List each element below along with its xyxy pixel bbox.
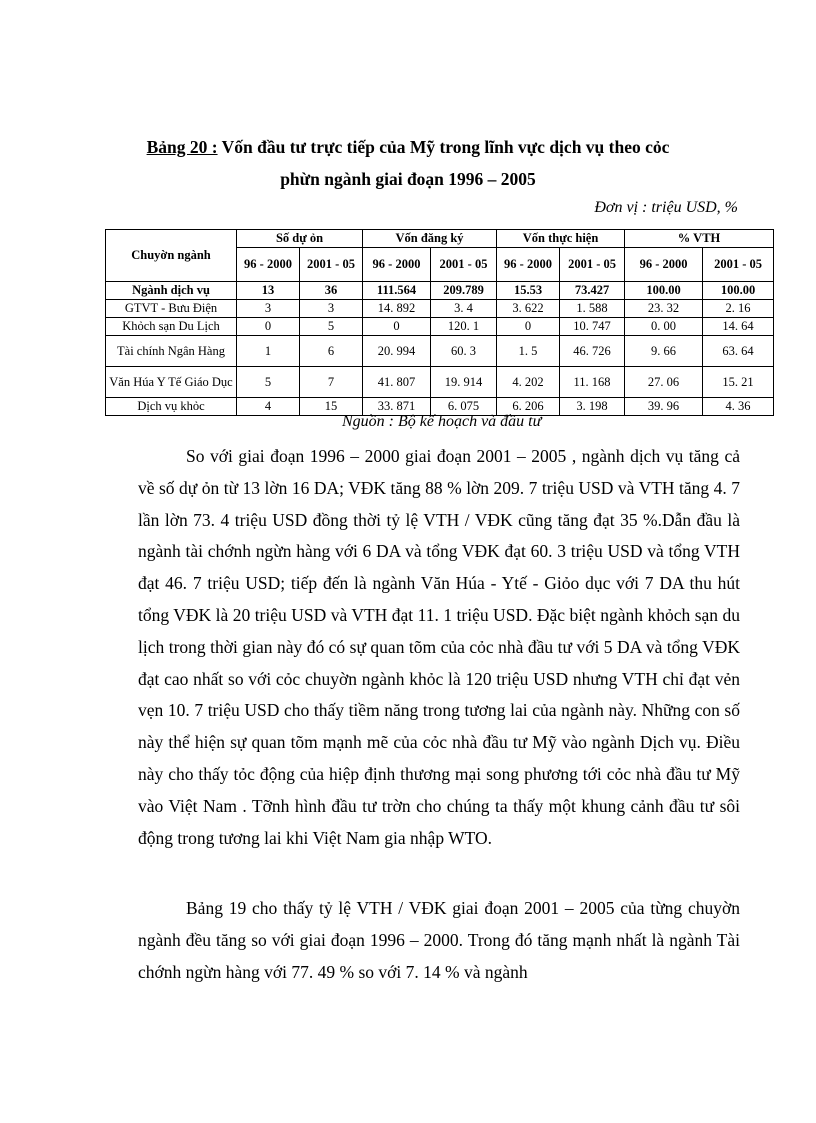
table-row [106,318,774,336]
table-cell: 46. 726 [560,336,625,367]
table-cell: 39. 96 [625,398,703,416]
table-cell: 100.00 [625,282,703,300]
table-cell: 3. 198 [560,398,625,416]
table-cell: 120. 1 [431,318,497,336]
table-cell: 100.00 [703,282,774,300]
table-cell: 0 [363,318,431,336]
table-cell: 0 [497,318,560,336]
table-cell: 4. 202 [497,367,560,398]
table-cell: 20. 994 [363,336,431,367]
row-label: Văn Húa Y Tế Giáo Dục [106,367,237,398]
table-cell: 1. 5 [497,336,560,367]
table-cell: 63. 64 [703,336,774,367]
table-cell: 10. 747 [560,318,625,336]
table-cell: 19. 914 [431,367,497,398]
header-group-projects: Số dự ỏn [237,230,363,248]
header-group-vth-percent: % VTH [625,230,774,248]
table-cell: 4. 36 [703,398,774,416]
table-cell: 11. 168 [560,367,625,398]
table-cell: 3. 622 [497,300,560,318]
table-cell: 5 [237,367,300,398]
table-cell: 23. 32 [625,300,703,318]
table-cell: 6 [300,336,363,367]
table-title [80,131,736,195]
table-cell: 1 [237,336,300,367]
table-cell: 15.53 [497,282,560,300]
table-cell: 41. 807 [363,367,431,398]
investment-table [105,229,774,416]
row-label: GTVT - Bưu Điện [106,300,237,318]
body-paragraph: So với giai đoạn 1996 – 2000 giai đoạn 2001 – 2005 , ngành dịch vụ tăng cả về số dự ỏn từ 13 lờn 16 DA; VĐK tăng 88 % lờn 209. 7 triệu USD và VTH tăng 4. 7 lần lờn 73. 4 triệu USD đồng thời tỷ lệ VTH / VĐK cũng tăng đạt 35 %.Dẫn đầu là ngành tài chớnh ngừn hàng với 6 DA và tổng VĐK đạt 60. 3 triệu USD và tổng VTH đạt 46. 7 triệu USD; tiếp đến là ngành Văn Húa - Ytế - Giỏo dục với 7 DA thu hút tổng VĐK là 20 triệu USD và VTH đạt 11. 1 triệu USD. Đặc biệt ngành khỏch sạn du lịch trong thời gian này đó có sự quan tõm của cỏc nhà đầu tư với 5 DA và tổng VĐK đạt cao nhất so với cỏc chuyờn ngành khỏc là 120 triệu USD nhưng VTH chỉ đạt vẻn vẹn 10. 7 triệu USD cho thấy tiềm năng trong tương lai của ngành này. Những con số này thể hiện sự quan tõm mạnh mẽ của cỏc nhà đầu tư Mỹ vào ngành Dịch vụ. Điều này cho thấy tỏc động của hiệp định thương mại song phương tới cỏc nhà đầu tư Mỹ vào Việt Nam . Tỡnh hình đầu tư trờn cho chúng ta thấy một khung cảnh đầu tư sôi động trong tương lai khi Việt Nam gia nhập WTO. [138,446,740,848]
table-cell: 14. 892 [363,300,431,318]
table-cell: 3 [237,300,300,318]
table-cell: 111.564 [363,282,431,300]
table-title-line1: Vốn đầu tư trực tiếp của Mỹ trong lĩnh vực dịch vụ theo cỏc [217,137,670,157]
table-cell: 36 [300,282,363,300]
header-period: 96 - 2000 [625,248,703,282]
header-period: 96 - 2000 [497,248,560,282]
table-row-total [106,282,774,300]
row-label: Ngành dịch vụ [106,282,237,300]
table-cell: 5 [300,318,363,336]
table-cell: 1. 588 [560,300,625,318]
header-group-registered: Vốn đăng ký [363,230,497,248]
table-number-label: Bảng 20 : [146,137,218,157]
row-label: Tài chính Ngân Hàng [106,336,237,367]
table-cell: 4 [237,398,300,416]
table-cell: 9. 66 [625,336,703,367]
header-period: 96 - 2000 [237,248,300,282]
table-cell: 73.427 [560,282,625,300]
table-cell: 13 [237,282,300,300]
table-cell: 15. 21 [703,367,774,398]
table-title-line2: phừn ngành giai đoạn 1996 – 2005 [280,169,536,189]
source-note: Nguồn : Bộ kế hoạch và đầu tư [342,413,542,430]
header-period: 2001 - 05 [431,248,497,282]
table-cell: 6. 075 [431,398,497,416]
table-cell: 33. 871 [363,398,431,416]
table-cell: 15 [300,398,363,416]
table-cell: 3. 4 [431,300,497,318]
table-cell: 60. 3 [431,336,497,367]
row-label: Dịch vụ khỏc [106,398,237,416]
table-row [106,336,774,367]
table-cell: 209.789 [431,282,497,300]
table-cell: 3 [300,300,363,318]
header-period: 2001 - 05 [300,248,363,282]
body-paragraph: Bảng 19 cho thấy tỷ lệ VTH / VĐK giai đoạn 2001 – 2005 của từng chuyờn ngành đều tăng so với giai đoạn 1996 – 2000. Trong đó tăng mạnh nhất là ngành Tài chớnh ngừn hàng với 77. 49 % so với 7. 14 % và ngành [138,898,740,982]
table-cell: 14. 64 [703,318,774,336]
header-period: 2001 - 05 [560,248,625,282]
row-label: Khỏch sạn Du Lịch [106,318,237,336]
table-row [106,367,774,398]
header-period: 2001 - 05 [703,248,774,282]
header-period: 96 - 2000 [363,248,431,282]
header-sector: Chuyờn ngành [106,230,237,282]
unit-note: Đơn vị : triệu USD, % [594,199,738,216]
header-group-implemented: Vốn thực hiện [497,230,625,248]
table-cell: 2. 16 [703,300,774,318]
table-cell: 6. 206 [497,398,560,416]
table-row [106,300,774,318]
table-cell: 27. 06 [625,367,703,398]
table-header-row [106,230,774,248]
table-cell: 0 [237,318,300,336]
table-cell: 0. 00 [625,318,703,336]
table-cell: 7 [300,367,363,398]
